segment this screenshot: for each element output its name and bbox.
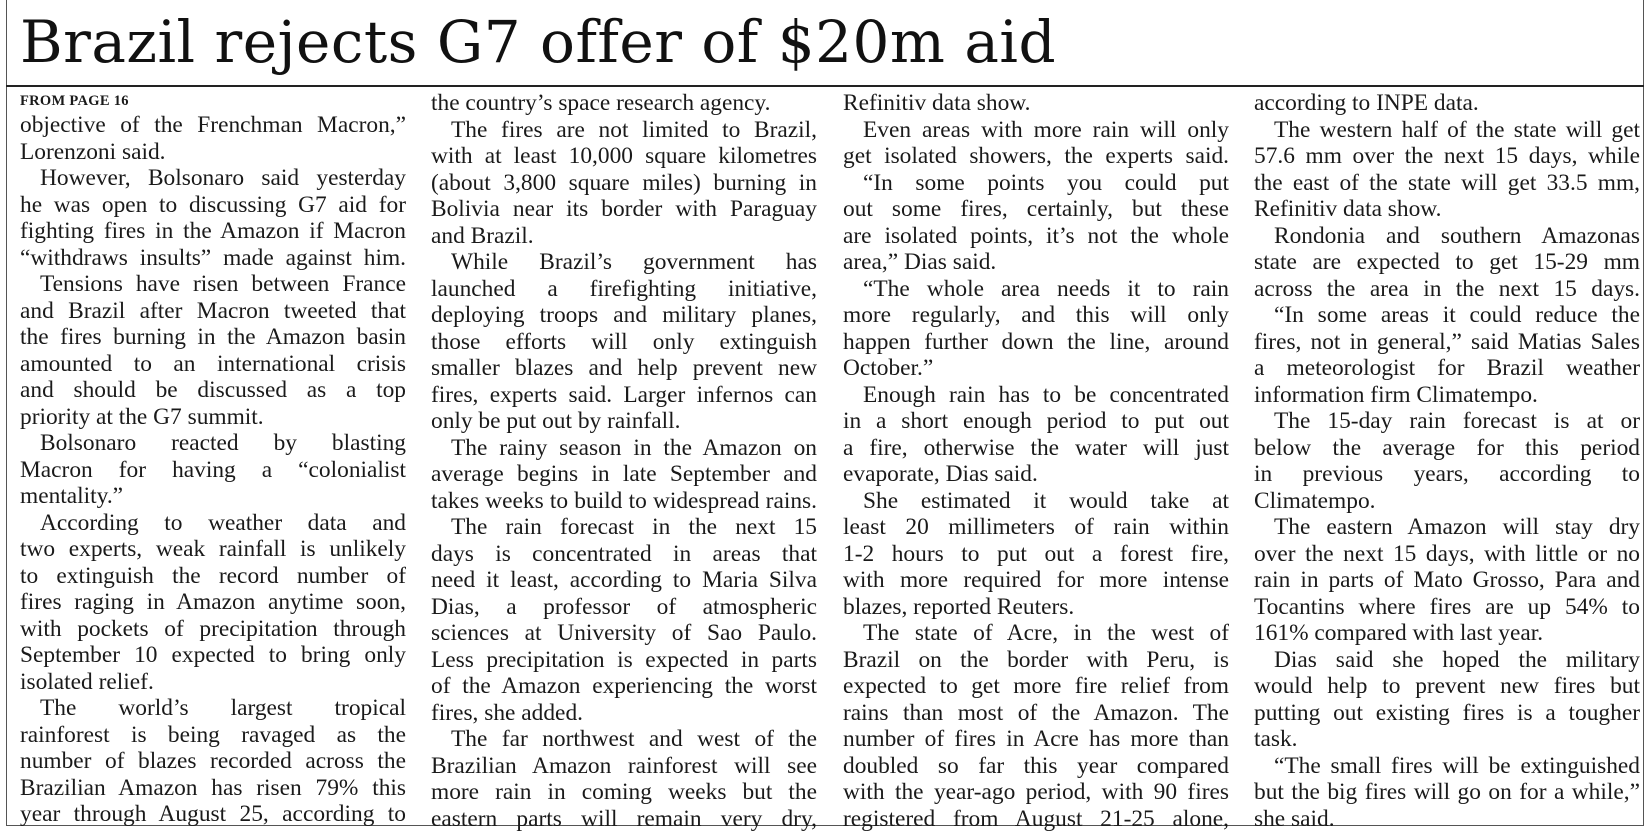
article-line: isolated relief. (20, 669, 406, 696)
headline-rule (6, 85, 1644, 87)
article-line: with pockets of precipitation through (20, 616, 406, 643)
article-line: The 15-day rain forecast is at or (1254, 408, 1640, 435)
headline: Brazil rejects G7 offer of $20m aid (20, 4, 1056, 80)
kicker-from-page: FROM PAGE 16 (20, 90, 406, 112)
article-line: more rain in coming weeks but the (431, 779, 817, 806)
article-line: would help to prevent new fires but (1254, 673, 1640, 700)
article-line: registered from August 21-25 alone, (843, 806, 1229, 832)
article-line: blazes, reported Reuters. (843, 594, 1229, 621)
article-line: launched a firefighting initiative, (431, 276, 817, 303)
article-line: Lorenzoni said. (20, 139, 406, 166)
article-line: The world’s largest tropical (20, 695, 406, 722)
article-line: She estimated it would take at (843, 488, 1229, 515)
article-line: The eastern Amazon will stay dry (1254, 514, 1640, 541)
article-line: “withdraws insults” made against him. (20, 245, 406, 272)
article-line: Brazil on the border with Peru, is (843, 647, 1229, 674)
article-line: “The small fires will be extinguished (1254, 753, 1640, 780)
article-line: across the area in the next 15 days. (1254, 276, 1640, 303)
article-line: rains than most of the Amazon. The (843, 700, 1229, 727)
article-line: Refinitiv data show. (843, 90, 1229, 117)
article-line: The western half of the state will get (1254, 117, 1640, 144)
article-line: number of fires in Acre has more than (843, 726, 1229, 753)
article-line: number of blazes recorded across the (20, 748, 406, 775)
article-line: information firm Climatempo. (1254, 382, 1640, 409)
article-line: the country’s space research agency. (431, 90, 817, 117)
article-line: only be put out by rainfall. (431, 408, 817, 435)
article-column-4 (1254, 90, 1640, 832)
article-line: Climatempo. (1254, 488, 1640, 515)
article-line: According to weather data and (20, 510, 406, 537)
article-line: The rain forecast in the next 15 (431, 514, 817, 541)
article-line: he was open to discussing G7 aid for (20, 192, 406, 219)
article-line: 57.6 mm over the next 15 days, while (1254, 143, 1640, 170)
article-line: and should be discussed as a top (20, 377, 406, 404)
article-line: objective of the Frenchman Macron,” (20, 112, 406, 139)
article-line: (about 3,800 square miles) burning in (431, 170, 817, 197)
article-line: “In some points you could put (843, 170, 1229, 197)
article-line: least 20 millimeters of rain within (843, 514, 1229, 541)
article-line: task. (1254, 726, 1640, 753)
article-line: evaporate, Dias said. (843, 461, 1229, 488)
article-line: area,” Dias said. (843, 249, 1229, 276)
article-line: fires, not in general,” said Matias Sales (1254, 329, 1640, 356)
article-line: smaller blazes and help prevent new (431, 355, 817, 382)
article-line: priority at the G7 summit. (20, 404, 406, 431)
article-line: fires raging in Amazon anytime soon, (20, 589, 406, 616)
article-line: Rondonia and southern Amazonas (1254, 223, 1640, 250)
article-line: September 10 expected to bring only (20, 642, 406, 669)
article-line: year through August 25, according to (20, 801, 406, 828)
article-line: rain in parts of Mato Grosso, Para and (1254, 567, 1640, 594)
article-line: Dias, a professor of atmospheric (431, 594, 817, 621)
article-line: fires, she added. (431, 700, 817, 727)
article-line: to extinguish the record number of (20, 563, 406, 590)
article-line: 161% compared with last year. (1254, 620, 1640, 647)
article-line: Refinitiv data show. (1254, 196, 1640, 223)
article-line: and Brazil after Macron tweeted that (20, 298, 406, 325)
article-line: she said. (1254, 806, 1640, 832)
article-line: those efforts will only extinguish (431, 329, 817, 356)
article-line: The state of Acre, in the west of (843, 620, 1229, 647)
article-line: The fires are not limited to Brazil, (431, 117, 817, 144)
article-line: a fire, otherwise the water will just (843, 435, 1229, 462)
article-line: Tensions have risen between France (20, 271, 406, 298)
article-line: putting out existing fires is a tougher (1254, 700, 1640, 727)
article-line: below the average for this period (1254, 435, 1640, 462)
article-line: expected to get more fire relief from (843, 673, 1229, 700)
article-line: October.” (843, 355, 1229, 382)
article-line: over the next 15 days, with little or no (1254, 541, 1640, 568)
article-line: in previous years, according to (1254, 461, 1640, 488)
article-line: Brazilian Amazon rainforest will see (431, 753, 817, 780)
article-line: Even areas with more rain will only (843, 117, 1229, 144)
article-line: two experts, weak rainfall is unlikely (20, 536, 406, 563)
article-line: more regularly, and this will only (843, 302, 1229, 329)
article-line: days is concentrated in areas that (431, 541, 817, 568)
article-line: Less precipitation is expected in parts (431, 647, 817, 674)
article-line: of the Amazon experiencing the worst (431, 673, 817, 700)
article-line: However, Bolsonaro said yesterday (20, 165, 406, 192)
article-line: the fires burning in the Amazon basin (20, 324, 406, 351)
article-line: doubled so far this year compared (843, 753, 1229, 780)
article-line: 1-2 hours to put out a forest fire, (843, 541, 1229, 568)
article-line: out some fires, certainly, but these (843, 196, 1229, 223)
article-line: happen further down the line, around (843, 329, 1229, 356)
article-line: Bolivia near its border with Paraguay (431, 196, 817, 223)
article-line: rainforest is being ravaged as the (20, 722, 406, 749)
article-line: sciences at University of Sao Paulo. (431, 620, 817, 647)
article-column-1 (20, 90, 406, 828)
article-line: The rainy season in the Amazon on (431, 435, 817, 462)
article-line: Enough rain has to be concentrated (843, 382, 1229, 409)
article-line: mentality.” (20, 483, 406, 510)
article-line: Bolsonaro reacted by blasting (20, 430, 406, 457)
article-line: “The whole area needs it to rain (843, 276, 1229, 303)
article-line: with at least 10,000 square kilometres (431, 143, 817, 170)
article-line: Tocantins where fires are up 54% to (1254, 594, 1640, 621)
article-line: with the year-ago period, with 90 fires (843, 779, 1229, 806)
article-line: state are expected to get 15-29 mm (1254, 249, 1640, 276)
article-line: Dias said she hoped the military (1254, 647, 1640, 674)
article-line: average begins in late September and (431, 461, 817, 488)
article-line: according to INPE data. (1254, 90, 1640, 117)
article-line: takes weeks to build to widespread rains. (431, 488, 817, 515)
article-column-2 (431, 90, 817, 832)
article-line: “In some areas it could reduce the (1254, 302, 1640, 329)
article-line: in a short enough period to put out (843, 408, 1229, 435)
article-line: need it least, according to Maria Silva (431, 567, 817, 594)
article-line: deploying troops and military planes, (431, 302, 817, 329)
article-column-3 (843, 90, 1229, 832)
article-line: The far northwest and west of the (431, 726, 817, 753)
article-line: but the big fires will go on for a while,” (1254, 779, 1640, 806)
article-line: fighting fires in the Amazon if Macron (20, 218, 406, 245)
article-line: are isolated points, it’s not the whole (843, 223, 1229, 250)
article-line: fires, experts said. Larger infernos can (431, 382, 817, 409)
article-line: get isolated showers, the experts said. (843, 143, 1229, 170)
article-line: a meteorologist for Brazil weather (1254, 355, 1640, 382)
article-line: eastern parts will remain very dry, (431, 806, 817, 832)
article-line: the east of the state will get 33.5 mm, (1254, 170, 1640, 197)
article-line: Macron for having a “colonialist (20, 457, 406, 484)
article-line: amounted to an international crisis (20, 351, 406, 378)
article-line: Brazilian Amazon has risen 79% this (20, 775, 406, 802)
article-line: and Brazil. (431, 223, 817, 250)
article-line: with more required for more intense (843, 567, 1229, 594)
article-line: While Brazil’s government has (431, 249, 817, 276)
